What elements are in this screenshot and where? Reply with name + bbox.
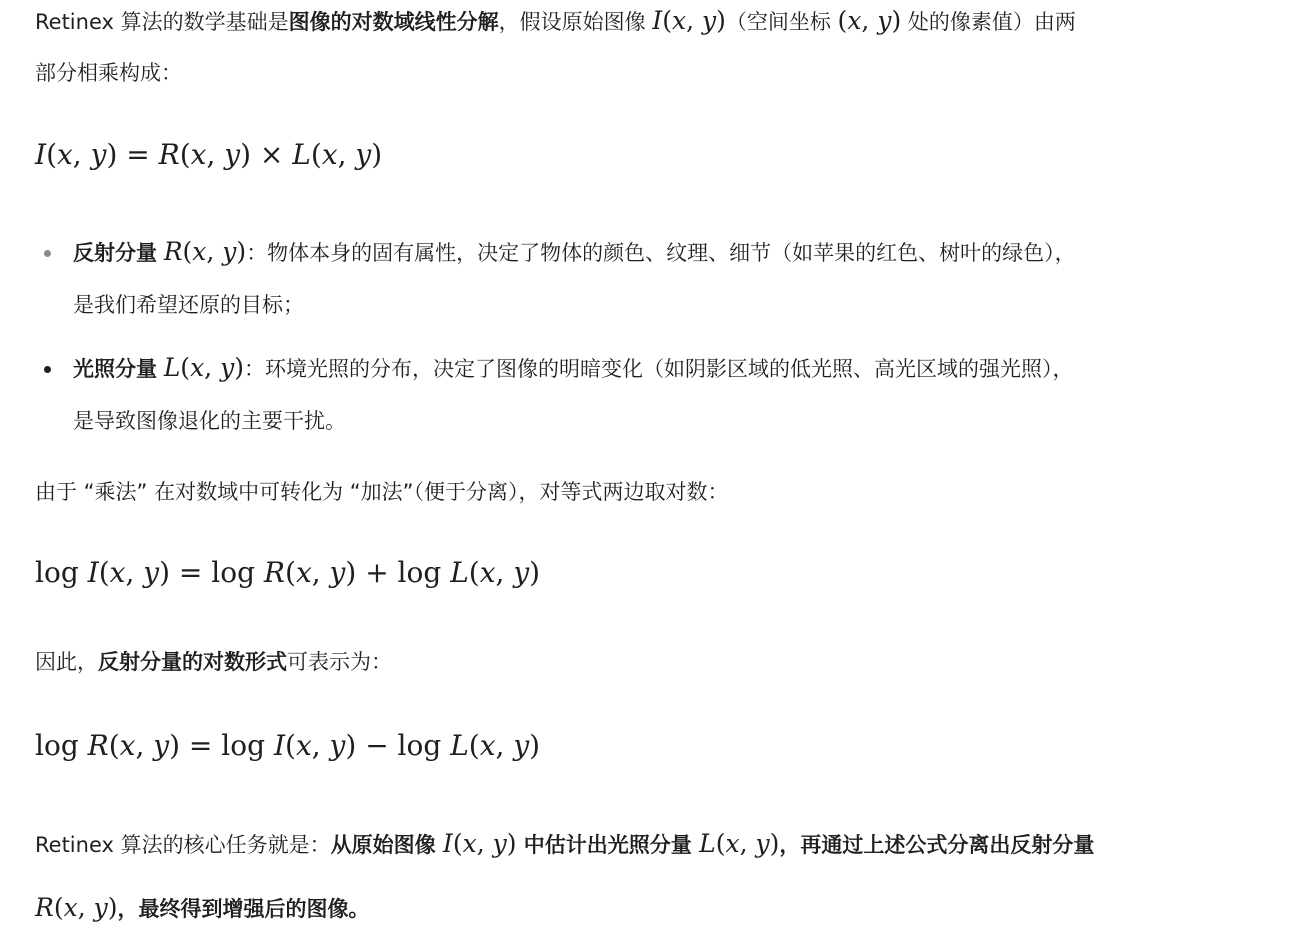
intro-text-3: （空间坐标 — [725, 10, 838, 34]
bullet-illumination-line-2 — [73, 406, 346, 436]
bullet-illumination-desc-2: 是导致图像退化的主要干扰。 — [73, 409, 346, 433]
bullet-illumination-title: 光照分量 — [73, 357, 157, 381]
core-task-bold-1: 从原始图像 — [330, 833, 443, 857]
math-R-xy: R(x, y) — [35, 893, 118, 922]
equation-log-diff: log R(x, y) = log I(x, y) − log L(x, y) — [35, 729, 541, 762]
math-xy: (x, y) — [837, 6, 902, 35]
paragraph-therefore — [35, 647, 392, 677]
core-task-bold-2: 中估计出光照分量 — [516, 833, 700, 857]
core-task-bold-3: ，再通过上述公式分离出反射分量 — [779, 833, 1095, 857]
math-L-xy: L(x, y) — [699, 829, 780, 858]
bullet-illumination-desc: ：环境光照的分布，决定了图像的明暗变化（如阴影区域的低光照、高光区域的强光照）， — [243, 357, 1074, 381]
bullet-marker — [44, 250, 51, 257]
bullet-reflection-desc-2: 是我们希望还原的目标； — [73, 293, 304, 317]
core-task-text: Retinex 算法的核心任务就是： — [35, 833, 331, 857]
bullet-reflection-title: 反射分量 — [73, 241, 157, 265]
intro-bold-text: 图像的对数域线性分解 — [288, 10, 499, 34]
intro-text: Retinex 算法的数学基础是 — [35, 10, 289, 34]
equation-product: I(x, y) = R(x, y) × L(x, y) — [35, 138, 383, 171]
math-I-xy: I(x, y) — [652, 6, 726, 35]
paragraph-core-task-line-1 — [35, 829, 1094, 860]
intro-text-2: ，假设原始图像 — [498, 10, 653, 34]
therefore-bold-text: 反射分量的对数形式 — [98, 650, 287, 674]
equation-log-sum: log I(x, y) = log R(x, y) + log L(x, y) — [35, 556, 541, 589]
paragraph-log-intro — [35, 477, 729, 507]
bullet-reflection-desc: ：物体本身的固有属性，决定了物体的颜色、纹理、细节（如苹果的红色、树叶的绿色）， — [246, 241, 1076, 265]
paragraph-core-task-line-2 — [35, 893, 370, 924]
log-intro-text: 由于 “乘法” 在对数域中可转化为 “加法”（便于分离），对等式两边取对数： — [35, 480, 729, 504]
math-R-xy: R(x, y) — [163, 237, 247, 266]
therefore-text-2: 可表示为： — [287, 650, 392, 674]
bullet-reflection-line-1 — [73, 237, 1076, 268]
bullet-reflection-line-2 — [73, 290, 304, 320]
math-I-xy: I(x, y) — [442, 829, 517, 858]
math-L-xy: L(x, y) — [163, 353, 244, 382]
bullet-illumination-line-1 — [73, 353, 1073, 384]
paragraph-intro-line-2 — [35, 58, 182, 88]
core-task-bold-4: ，最终得到增强后的图像。 — [117, 897, 370, 921]
intro-text-4: 处的像素值）由两 — [901, 10, 1076, 34]
intro-text-5: 部分相乘构成： — [35, 61, 182, 85]
bullet-marker — [44, 366, 51, 373]
therefore-text: 因此， — [35, 650, 98, 674]
paragraph-intro-line-1 — [35, 6, 1076, 37]
